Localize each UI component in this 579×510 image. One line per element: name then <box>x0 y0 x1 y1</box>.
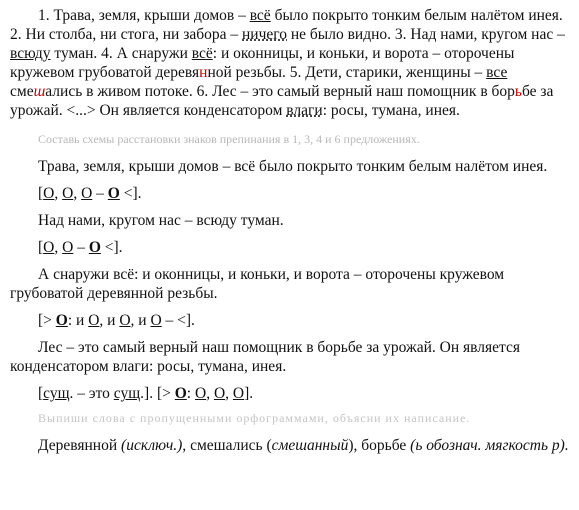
text-run: 1. Трава, земля, крыши домов – <box>38 7 250 24</box>
faded-instruction: Составь схемы расстановки знаков препинания в 1, 3, 4 и 6 предложениях. <box>38 132 420 146</box>
text-run: ной резьбы. 5. Дети, старики, женщины – <box>207 64 487 81</box>
faded-instruction-2: Выпиши слова с пропущенными орфограммами, объясни их написание. <box>38 411 471 425</box>
text-run: туман. 4. А снаружи <box>50 45 192 62</box>
scheme-1: [О, О, О – О <]. <box>38 185 142 202</box>
sentence-2: Над нами, кругом нас – всюду туман. <box>38 212 284 229</box>
subject-underlined: все <box>486 64 508 81</box>
text-run: ались в живом потоке. 6. Лес – это самый верный наш помощник в бор <box>45 83 515 100</box>
highlighted-letter: ш <box>33 83 46 100</box>
text-run: : и оконницы, и коньки, и ворота – оторочены кружевом грубоватой деревя <box>10 45 515 81</box>
sentence-3: А снаружи всё: и оконницы, и коньки, и ворота – оторочены кружевом грубоватой деревянной резьбы. <box>10 266 505 302</box>
highlighted-letter: н <box>199 64 208 81</box>
sentence-1: Трава, земля, крыши домов – всё было покрыто тонким белым налётом инея. <box>38 158 548 175</box>
scheme-4: [сущ. – это сущ.]. [> О: О, О, О]. <box>38 385 254 402</box>
scheme-3: [> О: и О, и О, и О – <]. <box>38 312 195 329</box>
sentence-4: Лес – это самый верный наш помощник в борьбе за урожай. Он является конденсатором влаги: росы, тумана, инея. <box>10 339 520 375</box>
text-run: бе за урожай. <...> Он является конденсатором <box>10 83 554 119</box>
text-run: : росы, тумана, инея. <box>322 102 460 119</box>
scheme-2: [О, О – О <]. <box>38 239 123 256</box>
highlighted-letter: ь <box>514 83 522 100</box>
text-run: сме <box>10 83 34 100</box>
text-run: не было видно. 3. Над нами, кругом нас – <box>287 26 565 43</box>
subject-underlined: всё <box>191 45 213 62</box>
subject-underlined: всё <box>249 7 271 24</box>
adverb-underlined: всюду <box>10 45 51 62</box>
dotted-word: влаги <box>286 102 323 119</box>
original-text-paragraph <box>10 6 569 120</box>
final-answer: Деревянной (исключ.), смешались (смешанный), борьбе (ь обознач. мягкость р). <box>38 437 569 454</box>
dotted-word: ничего <box>242 26 287 43</box>
text-run: было покрыто тонким белым налётом инея. 2. Ни столба, ни стога, ни забора – <box>10 7 563 43</box>
